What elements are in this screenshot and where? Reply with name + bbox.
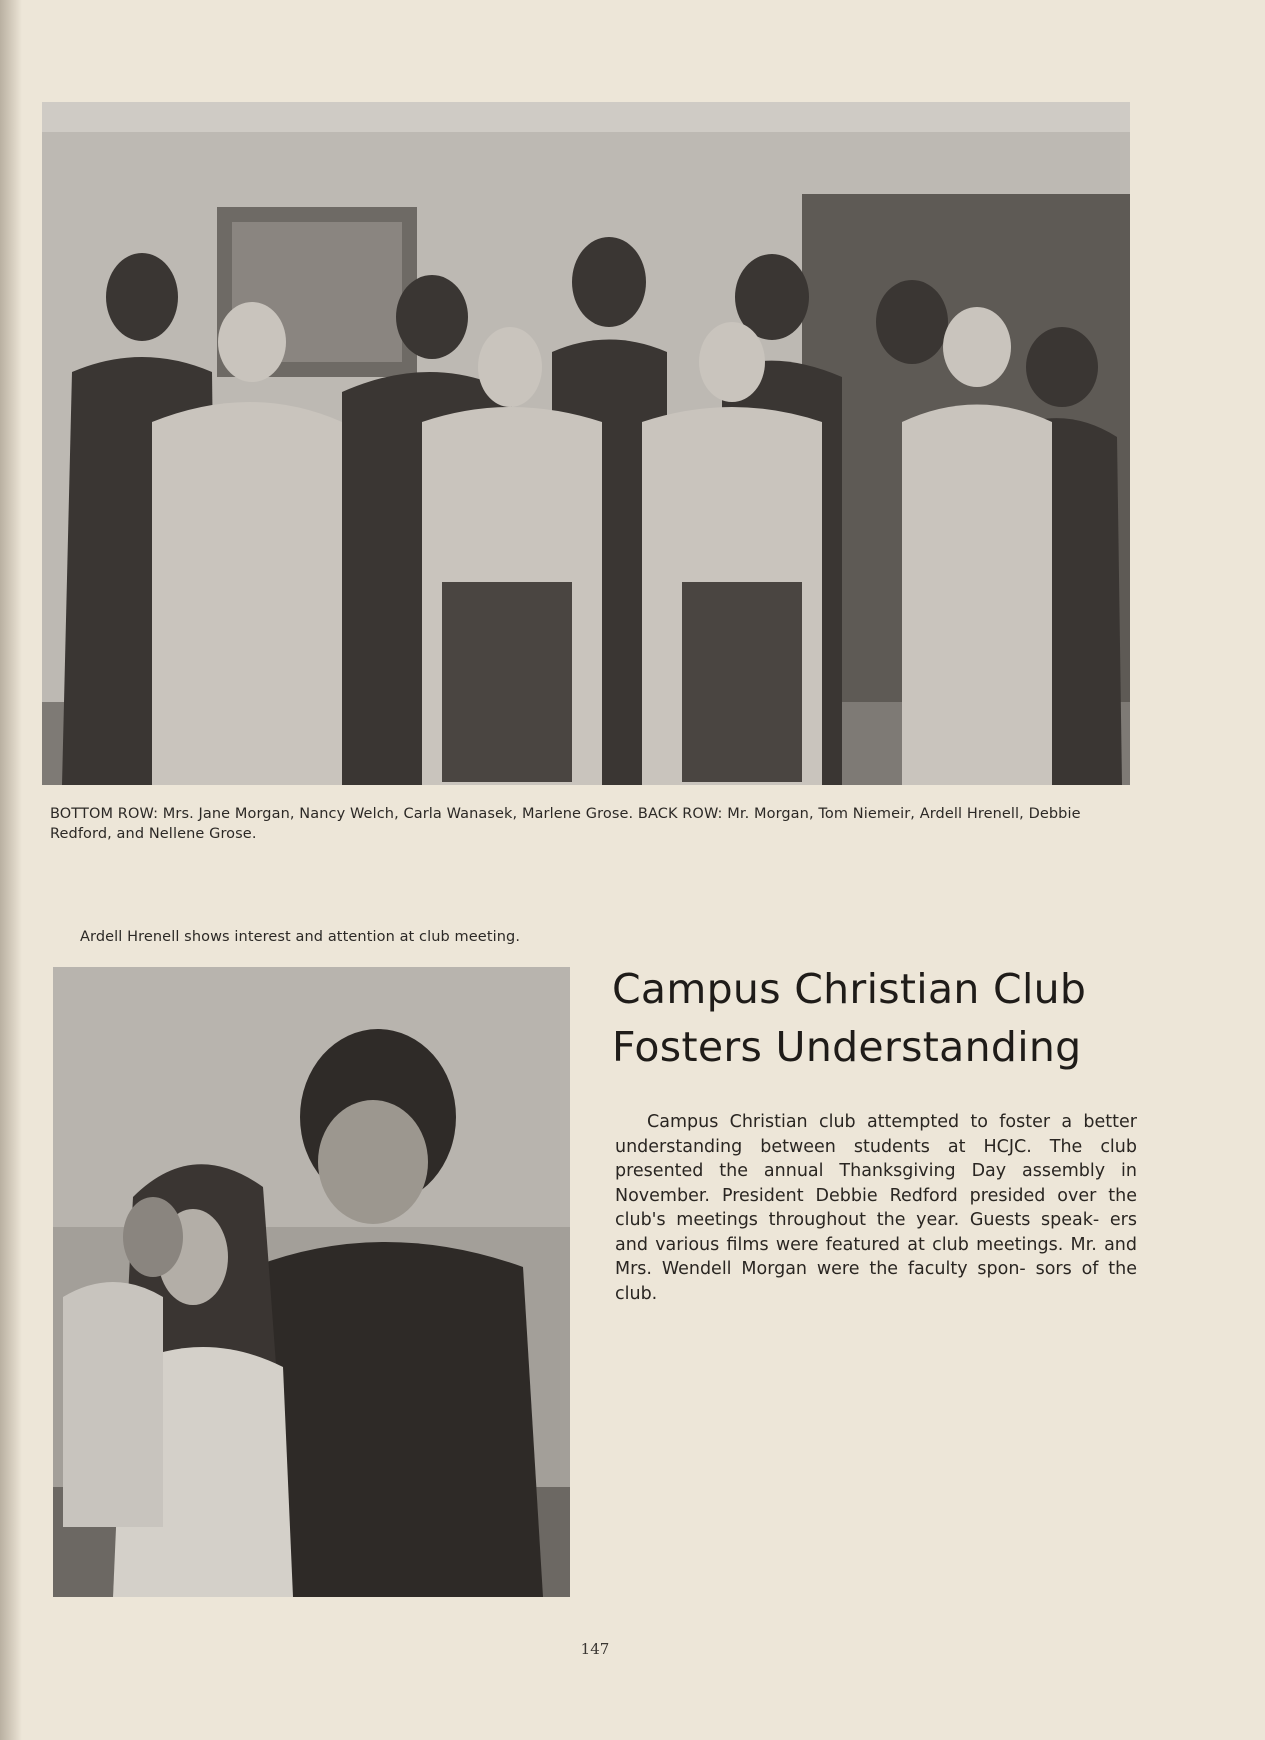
- group-photo: [42, 102, 1130, 785]
- club-photo-caption: Ardell Hrenell shows interest and attention at club meeting.: [80, 929, 521, 945]
- page-number: 147: [580, 1640, 610, 1658]
- headline-line-2: Fosters Understanding: [612, 1023, 1082, 1071]
- article-headline: [612, 960, 1172, 1076]
- headline-line-1: Campus Christian Club: [612, 965, 1087, 1013]
- club-meeting-photo: [53, 967, 570, 1597]
- binding-shadow: [0, 0, 22, 1740]
- article-body: Campus Christian club attempted to foster a better understanding between students at HCJC. The club presented the annual Thanksgiving Day assembly in November. President Debbie Redford presided over the club's meetings throughout the year. Guests speak- ers and various films were featured at club meetings. Mr. and Mrs. Wendell Morgan were the faculty spon- sors of the club.: [615, 1112, 1137, 1304]
- group-photo-caption: BOTTOM ROW: Mrs. Jane Morgan, Nancy Welch, Carla Wanasek, Marlene Grose. BACK ROW: Mr. Morgan, Tom Niemeir, Ardell Hrenell, Debbie Redford, and Nellene Grose.: [50, 806, 1081, 842]
